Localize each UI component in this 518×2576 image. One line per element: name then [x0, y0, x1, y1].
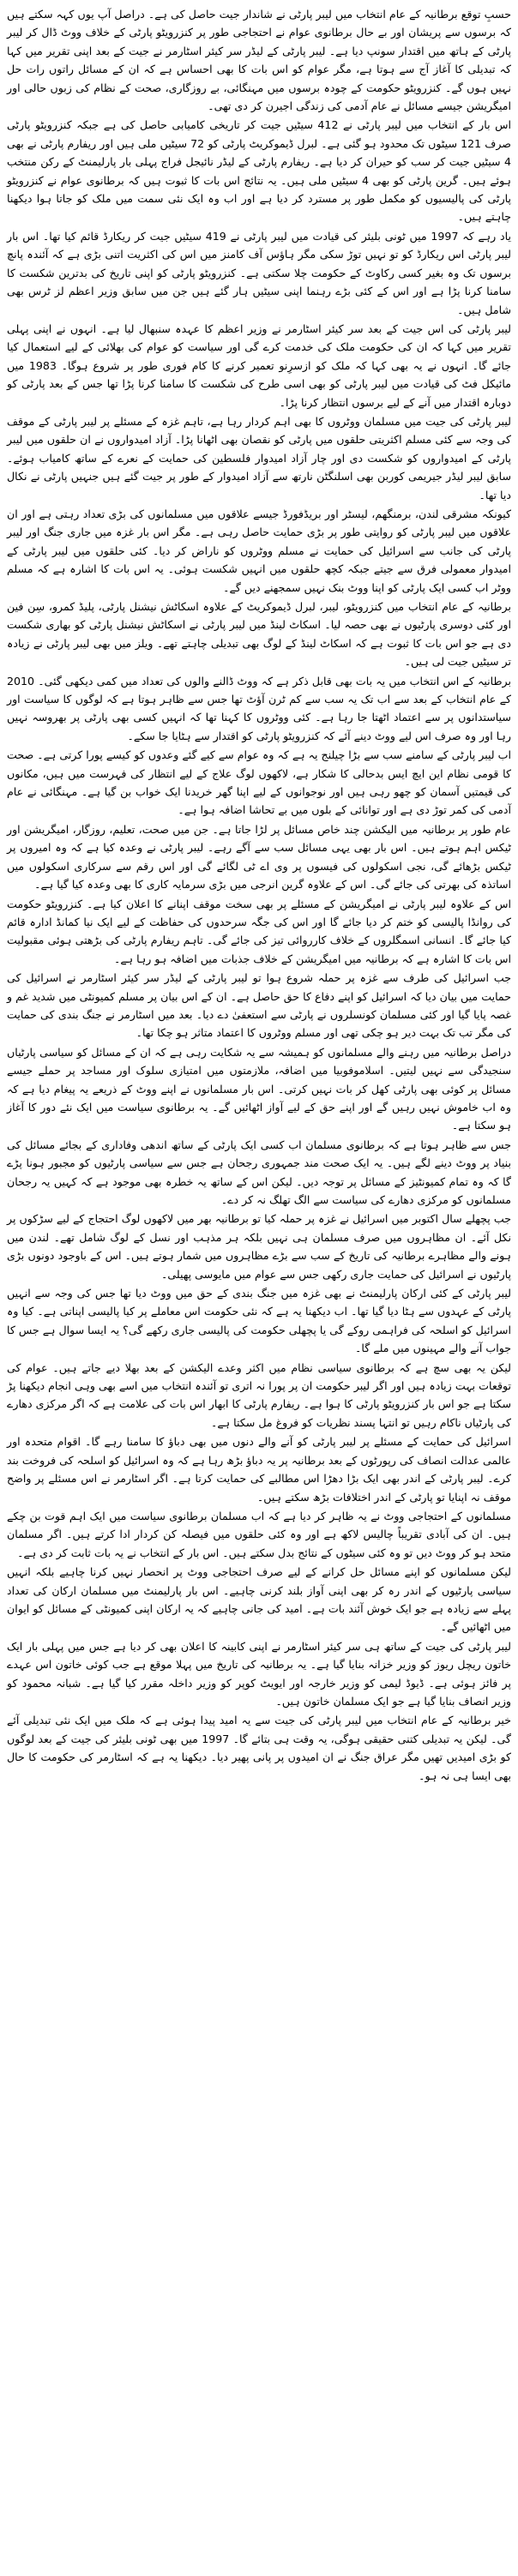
- article-paragraph: حسبِ توقع برطانیہ کے عام انتخاب میں لیبر پارٹی نے شاندار جیت حاصل کی ہے۔ دراصل آپ یوں کہہ سکتے ہیں کہ برسوں سے پریشان اور بے حال برطانوی عوام نے احتجاجی طور پر کنزرویٹو پارٹی کے خلاف ووٹ ڈال کر لیبر پارٹی کے ہاتھ میں اقتدار سونپ دیا ہے۔ لیبر پارٹی کے لیڈر سر کیئر اسٹارمر نے جیت کے بعد اپنی تقریر میں کہا کہ تبدیلی کا آغاز آج سے ہوتا ہے، مگر عوام کو اس بات کا بھی احساس ہے کہ ان کے مسائل راتوں رات حل نہیں ہوں گے۔ کنزرویٹو حکومت کے چودہ برسوں میں مہنگائی، بے روزگاری، صحت کے نظام کی زبوں حالی اور امیگریشن جیسے مسائل نے عام آدمی کی زندگی اجیرن کر دی تھی۔: [7, 8, 511, 113]
- article-paragraph: جب اسرائیل کی طرف سے غزہ پر حملہ شروع ہوا تو لیبر پارٹی کے لیڈر سر کیئر اسٹارمر نے اسرائیل کی حمایت میں بیان دیا کہ اسرائیل کو اپنے دفاع کا حق حاصل ہے۔ ان کے اس بیان پر مسلم کمیونٹی میں شدید غم و غصہ پایا گیا اور کئی مسلمان کونسلروں نے پارٹی سے استعفیٰ دے دیا۔ بعد میں اسٹارمر نے جنگ بندی کی حمایت کی مگر تب تک بہت دیر ہو چکی تھی اور مسلم ووٹروں کا اعتماد متاثر ہو چکا تھا۔: [7, 971, 511, 1040]
- article-paragraph: اس کے علاوہ لیبر پارٹی نے امیگریشن کے مسئلے پر بھی سخت موقف اپنانے کا اعلان کیا ہے۔ کنزرویٹو حکومت کی روانڈا پالیسی کو ختم کر دیا جائے گا اور اس کی جگہ سرحدوں کی حفاظت کے لیے ایک نیا کمانڈ ادارہ قائم کیا جائے گا۔ انسانی اسمگلروں کے خلاف کارروائی تیز کی جائے گی۔ تاہم ریفارم پارٹی کی بڑھتی ہوئی مقبولیت اس بات کا اشارہ ہے کہ برطانیہ میں امیگریشن کے خلاف جذبات میں اضافہ ہو رہا ہے۔: [7, 897, 511, 965]
- article-paragraph: جس سے ظاہر ہوتا ہے کہ برطانوی مسلمان اب کسی ایک پارٹی کے ساتھ اندھی وفاداری کے بجائے مسائل کی بنیاد پر ووٹ دینے لگے ہیں۔ یہ ایک صحت مند جمہوری رجحان ہے جس سے سیاسی پارٹیوں کو مجبور ہونا پڑے گا کہ وہ تمام کمیونٹیز کے مسائل پر توجہ دیں۔ لیکن اس کے ساتھ یہ خطرہ بھی موجود ہے کہ کہیں یہ رجحان مسلمانوں کو مرکزی دھارے کی سیاست سے الگ تھلگ نہ کر دے۔: [7, 1138, 511, 1206]
- article-paragraph: لیبر پارٹی کی اس جیت کے بعد سر کیئر اسٹارمر نے وزیر اعظم کا عہدہ سنبھال لیا ہے۔ انہوں نے اپنی پہلی تقریر میں کہا کہ ان کی حکومت ملک کی خدمت کرے گی اور سیاست کو عوام کی بھلائی کے لیے استعمال کیا جائے گا۔ انہوں نے یہ بھی کہا کہ ملک کو ازسرِنو تعمیر کرنے کا کام فوری طور پر شروع ہوگا۔ 1983 میں مائیکل فٹ کی قیادت میں لیبر پارٹی کو بھی اسی طرح کی شکست کا سامنا کرنا پڑا تھا جس کے بعد پارٹی کو دوبارہ اقتدار میں آنے کے لیے برسوں انتظار کرنا پڑا۔: [7, 321, 511, 409]
- article-paragraph: کیونکہ مشرقی لندن، برمنگھم، لیسٹر اور بریڈفورڈ جیسے علاقوں میں مسلمانوں کی بڑی تعداد رہتی ہے اور ان علاقوں میں لیبر پارٹی کو روایتی طور پر بڑی حمایت حاصل رہی ہے۔ مگر اس بار غزہ میں جاری جنگ اور لیبر پارٹی کی جانب سے اسرائیل کی حمایت نے مسلم ووٹروں کو ناراض کر دیا۔ کئی حلقوں میں لیبر پارٹی کے امیدوار معمولی فرق سے جیتے جبکہ کچھ حلقوں میں انہیں شکست ہوئی۔ یہ اس بات کا اشارہ ہے کہ مسلم ووٹر اب کسی ایک پارٹی کو اپنا ووٹ بنک نہیں سمجھنے دیں گے۔: [7, 507, 511, 594]
- article-paragraph: جب پچھلے سال اکتوبر میں اسرائیل نے غزہ پر حملہ کیا تو برطانیہ بھر میں لاکھوں لوگ احتجاج کے لیے سڑکوں پر نکل آئے۔ ان مظاہروں میں صرف مسلمان ہی نہیں بلکہ ہر مذہب اور نسل کے لوگ شامل تھے۔ لندن میں ہونے والے مظاہرے برطانیہ کی تاریخ کے سب سے بڑے مظاہروں میں شمار ہوتے ہیں۔ اس کے باوجود دونوں بڑی پارٹیوں نے اسرائیل کی حمایت جاری رکھی جس سے عوام میں مایوسی پھیلی۔: [7, 1212, 511, 1281]
- article-paragraph: خیر برطانیہ کے عام انتخاب میں لیبر پارٹی کی جیت سے یہ امید پیدا ہوئی ہے کہ ملک میں ایک نئی تبدیلی آئے گی۔ لیکن یہ تبدیلی کتنی حقیقی ہوگی، یہ وقت ہی بتائے گا۔ 1997 میں بھی ٹونی بلیئر کی جیت کے بعد لوگوں کو بڑی امیدیں تھیں مگر عراق جنگ نے ان امیدوں پر پانی پھیر دیا۔ دیکھنا یہ ہے کہ اسٹارمر کی حکومت کا حال بھی ایسا ہی نہ ہو۔: [7, 1714, 511, 1782]
- article-paragraph: اب لیبر پارٹی کے سامنے سب سے بڑا چیلنج یہ ہے کہ وہ عوام سے کیے گئے وعدوں کو کیسے پورا کرتی ہے۔ صحت کا قومی نظام این ایچ ایس بدحالی کا شکار ہے، لاکھوں لوگ علاج کے لیے انتظار کی فہرست میں ہیں، مکانوں کی قیمتیں آسمان کو چھو رہی ہیں اور نوجوانوں کے لیے اپنا گھر خریدنا ایک خواب بن گیا ہے۔ مہنگائی نے عام آدمی کی کمر توڑ دی ہے اور توانائی کے بلوں میں بے تحاشا اضافہ ہوا ہے۔: [7, 748, 511, 817]
- article-paragraph: برطانیہ کے اس انتخاب میں یہ بات بھی قابل ذکر ہے کہ ووٹ ڈالنے والوں کی تعداد میں کمی دیکھی گئی۔ 2010 کے عام انتخاب کے بعد سے اب تک یہ سب سے کم ٹرن آؤٹ تھا جس سے ظاہر ہوتا ہے کہ لوگوں کا سیاست اور سیاستدانوں پر سے اعتماد اٹھتا جا رہا ہے۔ کئی ووٹروں کا کہنا تھا کہ انہیں کسی بھی پارٹی پر بھروسہ نہیں رہا اور وہ صرف اس لیے ووٹ دینے آئے کہ کنزرویٹو پارٹی کو اقتدار سے ہٹایا جا سکے۔: [7, 674, 511, 742]
- article-paragraph: برطانیہ کے عام انتخاب میں کنزرویٹو، لیبر، لبرل ڈیموکریٹ کے علاوہ اسکاٹش نیشنل پارٹی، پلیڈ کمرو، سِن فین اور کئی دوسری پارٹیوں نے بھی حصہ لیا۔ اسکاٹ لینڈ میں لیبر پارٹی نے اسکاٹش نیشنل پارٹی کو بھاری شکست دی ہے جو اس بات کا ثبوت ہے کہ اسکاٹ لینڈ کے لوگ بھی تبدیلی چاہتے تھے۔ ویلز میں بھی لیبر پارٹی نے زیادہ تر سیٹیں جیت لی ہیں۔: [7, 600, 511, 669]
- article-paragraph: اس بار کے انتخاب میں لیبر پارٹی نے 412 سیٹیں جیت کر تاریخی کامیابی حاصل کی ہے جبکہ کنزرویٹو پارٹی صرف 121 سیٹوں تک محدود ہو گئی ہے۔ لبرل ڈیموکریٹ پارٹی کو 72 سیٹیں ملی ہیں اور ریفارم پارٹی نے بھی 4 سیٹیں جیت کر سب کو حیران کر دیا ہے۔ ریفارم پارٹی کے لیڈر نائیجل فراج پہلی بار پارلیمنٹ کے رکن منتخب ہوئے ہیں۔ گرین پارٹی کو بھی 4 سیٹیں ملی ہیں۔ یہ نتائج اس بات کا ثبوت ہیں کہ برطانوی عوام نے کنزرویٹو پارٹی کی پالیسیوں کو مکمل طور پر مسترد کر دیا ہے اور اب وہ ایک نئی سمت میں ملک کو جاتا ہوا دیکھنا چاہتے ہیں۔: [7, 118, 511, 224]
- article-paragraph: لیبر پارٹی کی جیت میں مسلمان ووٹروں کا بھی اہم کردار رہا ہے، تاہم غزہ کے مسئلے پر لیبر پارٹی کے موقف کی وجہ سے کئی مسلم اکثریتی حلقوں میں پارٹی کو نقصان بھی اٹھانا پڑا۔ آزاد امیدواروں نے ان حلقوں میں لیبر پارٹی کے امیدواروں کو شکست دی اور چار آزاد امیدوار فلسطین کی حمایت کے نعرے کے ساتھ کامیاب ہوئے۔ سابق لیبر لیڈر جیریمی کوربن بھی اسلنگٹن نارتھ سے آزاد امیدوار کے طور پر جیت گئے ہیں جنہیں پارٹی نے نکال دیا تھا۔: [7, 414, 511, 501]
- article-paragraph: اسرائیل کی حمایت کے مسئلے پر لیبر پارٹی کو آنے والے دنوں میں بھی دباؤ کا سامنا رہے گا۔ اقوام متحدہ اور عالمی عدالت انصاف کی رپورٹوں کے بعد برطانیہ پر یہ دباؤ بڑھ رہا ہے کہ وہ اسرائیل کو اسلحہ کی فروخت بند کرے۔ لیبر پارٹی کے اندر بھی ایک بڑا دھڑا اس مطالبے کی حمایت کرتا ہے۔ اگر اسٹارمر نے اس مسئلے پر واضح موقف نہ اپنایا تو پارٹی کے اندر اختلافات بڑھ سکتے ہیں۔: [7, 1435, 511, 1504]
- article-paragraph: عام طور پر برطانیہ میں الیکشن چند خاص مسائل پر لڑا جاتا ہے۔ جن میں صحت، تعلیم، روزگار، امیگریشن اور ٹیکس اہم ہوتے ہیں۔ اس بار بھی یہی مسائل سب سے آگے رہے۔ لیبر پارٹی نے وعدہ کیا ہے کہ وہ امیروں پر ٹیکس بڑھائے گی، نجی اسکولوں کی فیسوں پر وی اے ٹی لگائے گی اور اس رقم سے سرکاری اسکولوں میں اساتذہ کی بھرتی کی جائے گی۔ اس کے علاوہ گرین انرجی میں بڑی سرمایہ کاری کا بھی وعدہ کیا گیا ہے۔: [7, 822, 511, 892]
- article-paragraph: مسلمانوں کے احتجاجی ووٹ نے یہ ظاہر کر دیا ہے کہ اب مسلمان برطانوی سیاست میں ایک اہم قوت بن چکے ہیں۔ ان کی آبادی تقریباً چالیس لاکھ ہے اور وہ کئی حلقوں میں فیصلہ کن کردار ادا کرتے ہیں۔ اگر مسلمان متحد ہو کر ووٹ دیں تو وہ کئی سیٹوں کے نتائج بدل سکتے ہیں۔ اس بار کے انتخاب نے یہ بات ثابت کر دی ہے۔: [7, 1509, 511, 1559]
- article-paragraph: لیکن یہ بھی سچ ہے کہ برطانوی سیاسی نظام میں اکثر وعدے الیکشن کے بعد بھلا دیے جاتے ہیں۔ عوام کی توقعات بہت زیادہ ہیں اور اگر لیبر حکومت ان پر پورا نہ اتری تو آئندہ انتخاب میں اسے بھی وہی انجام دیکھنا پڑ سکتا ہے جو اس بار کنزرویٹو پارٹی کا ہوا ہے۔ ریفارم پارٹی کا ابھار اس بات کی علامت ہے کہ اگر مرکزی دھارے کی پارٹیاں ناکام رہیں تو انتہا پسند نظریات کو فروغ مل سکتا ہے۔: [7, 1360, 511, 1429]
- article-paragraph: یاد رہے کہ 1997 میں ٹونی بلیئر کی قیادت میں لیبر پارٹی نے 419 سیٹیں جیت کر ریکارڈ قائم کیا تھا۔ اس بار لیبر پارٹی اس ریکارڈ کو تو نہیں توڑ سکی مگر ہاؤس آف کامنز میں اس کی اکثریت اتنی بڑی ہے کہ آئندہ پانچ برسوں تک وہ بغیر کسی رکاوٹ کے حکومت چلا سکتی ہے۔ کنزرویٹو پارٹی کو اپنی تاریخ کی بدترین شکست کا سامنا کرنا پڑا ہے اور اس کے کئی بڑے رہنما اپنی سیٹیں ہار گئے ہیں جن میں سابق وزیر اعظم لز ٹرس بھی شامل ہیں۔: [7, 229, 511, 316]
- article-paragraph: لیبر پارٹی کی جیت کے ساتھ ہی سر کیئر اسٹارمر نے اپنی کابینہ کا اعلان بھی کر دیا ہے جس میں پہلی بار ایک خاتون ریچل ریوز کو وزیر خزانہ بنایا گیا ہے۔ یہ برطانیہ کی تاریخ میں پہلا موقع ہے جب کوئی خاتون اس عہدے پر فائز ہوئی ہے۔ ڈیوڈ لیمی کو وزیر خارجہ اور ایویٹ کوپر کو وزیر داخلہ مقرر کیا گیا ہے۔ شبانہ محمود کو وزیر انصاف بنایا گیا ہے جو ایک مسلمان خاتون ہیں۔: [7, 1639, 511, 1708]
- article-paragraph: لیکن مسلمانوں کو اپنے مسائل حل کرانے کے لیے صرف احتجاجی ووٹ پر انحصار نہیں کرنا چاہیے بلکہ انہیں سیاسی پارٹیوں کے اندر رہ کر بھی اپنی آواز بلند کرنی چاہیے۔ اس بار پارلیمنٹ میں مسلمان ارکان کی تعداد پہلے سے زیادہ ہے جو ایک خوش آئند بات ہے۔ امید کی جانی چاہیے کہ یہ ارکان اپنی کمیونٹی کے مسائل کو ایوان میں اٹھائیں گے۔: [7, 1565, 511, 1634]
- article-paragraph: لیبر پارٹی کے کئی ارکان پارلیمنٹ نے بھی غزہ میں جنگ بندی کے حق میں ووٹ دیا تھا جس کی وجہ سے انہیں پارٹی کے عہدوں سے ہٹا دیا گیا تھا۔ اب دیکھنا یہ ہے کہ نئی حکومت اس معاملے پر کیا پالیسی اپناتی ہے۔ کیا وہ اسرائیل کو اسلحہ کی فراہمی روکے گی یا پچھلی حکومت کی پالیسی جاری رکھے گی؟ یہ ایسا سوال ہے جس کا جواب آنے والے مہینوں میں ملے گا۔: [7, 1287, 511, 1355]
- article-paragraph: دراصل برطانیہ میں رہنے والے مسلمانوں کو ہمیشہ سے یہ شکایت رہی ہے کہ ان کے مسائل کو سیاسی پارٹیاں سنجیدگی سے نہیں لیتیں۔ اسلاموفوبیا میں اضافہ، ملازمتوں میں امتیازی سلوک اور مساجد پر حملے جیسے مسائل پر کوئی بھی پارٹی کھل کر بات نہیں کرتی۔ اس بار مسلمانوں نے اپنے ووٹ کے ذریعے یہ پیغام دیا ہے کہ وہ اب خاموش نہیں رہیں گے اور اپنے حق کے لیے آواز اٹھائیں گے۔ یہ برطانوی سیاست میں ایک نئے دور کا آغاز ہو سکتا ہے۔: [7, 1045, 511, 1132]
